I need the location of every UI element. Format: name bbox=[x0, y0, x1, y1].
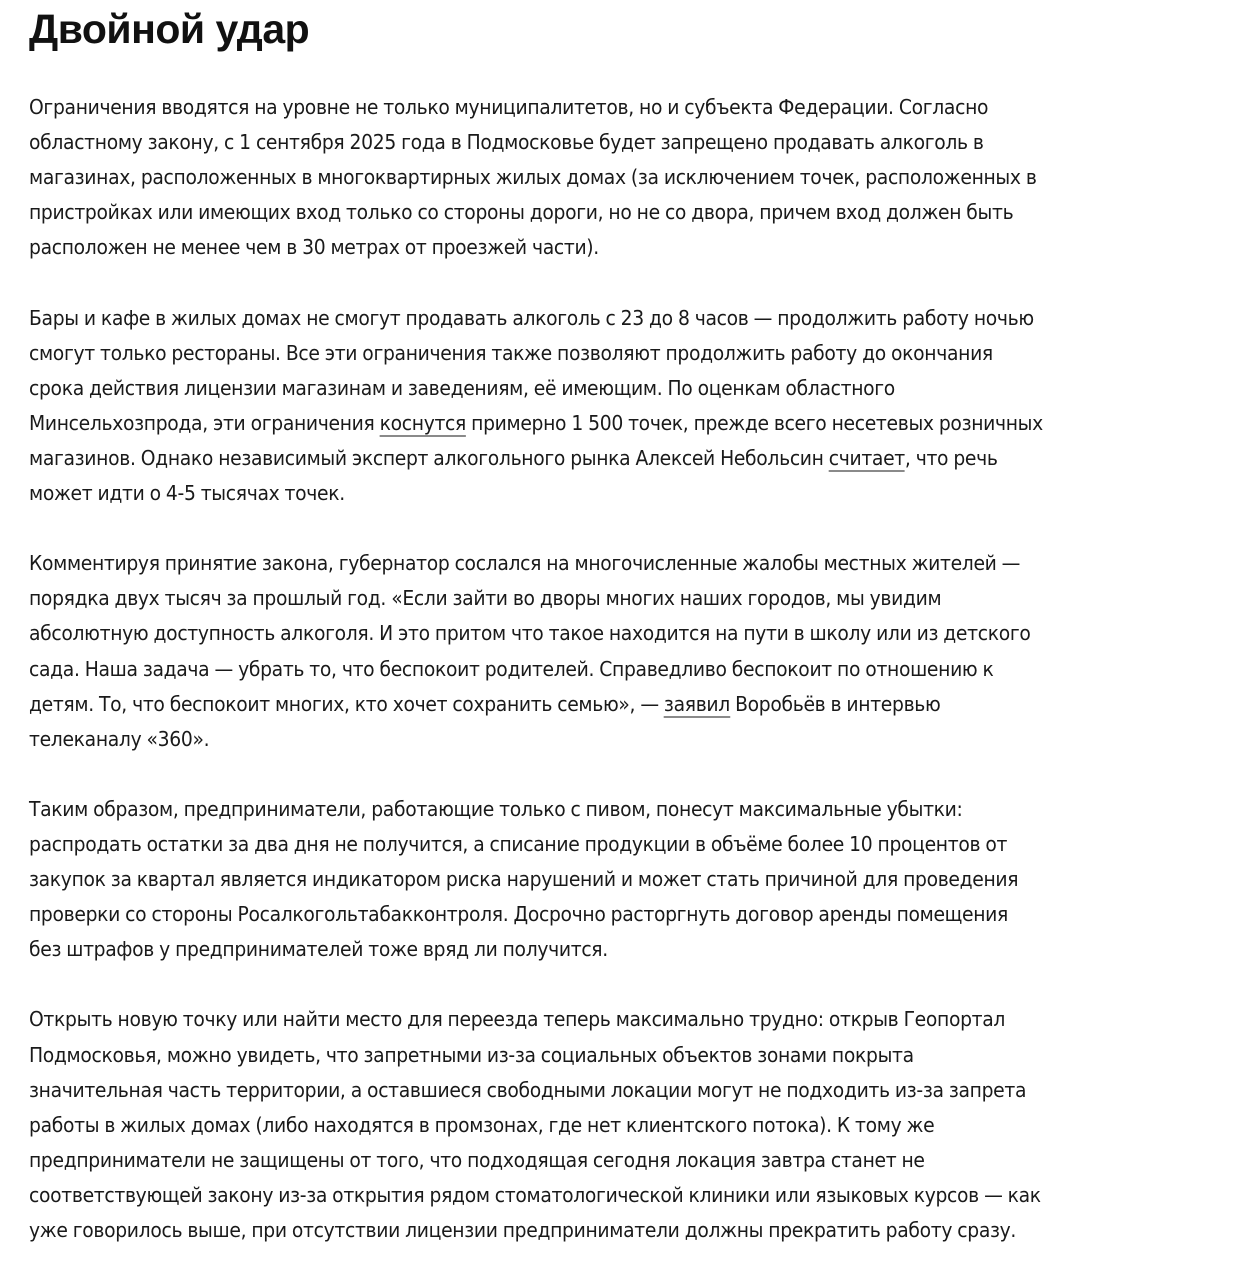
text-line bbox=[29, 687, 1169, 722]
paragraph-spacer bbox=[29, 757, 1245, 792]
paragraph-1 bbox=[29, 90, 1245, 265]
text-line: Подмосковья, можно увидеть, что запретными из-за социальных объектов зонами покрыта bbox=[29, 1042, 914, 1067]
text-line: пристройках или имеющих вход только со стороны дороги, но не со двора, причем вход должен быть bbox=[29, 200, 1014, 225]
text-fragment: , что речь bbox=[904, 445, 998, 470]
link-schitaet[interactable]: считает bbox=[828, 445, 905, 470]
text-line: значительная часть территории, а оставшиеся свободными локации могут не подходить из-за запрета bbox=[29, 1077, 1027, 1102]
text-line: смогут только рестораны. Все эти ограничения также позволяют продолжить работу до окончания bbox=[29, 340, 993, 365]
paragraph-3 bbox=[29, 546, 1245, 757]
text-line: без штрафов у предпринимателей тоже вряд ли получится. bbox=[29, 937, 608, 962]
text-line: распродать остатки за два дня не получится, а списание продукции в объёме более 10 процентов от bbox=[29, 831, 1008, 856]
paragraph-2 bbox=[29, 301, 1245, 512]
text-line bbox=[29, 441, 1169, 476]
text-line: сада. Наша задача — убрать то, что беспокоит родителей. Справедливо беспокоит по отношению к bbox=[29, 656, 994, 681]
text-line: может идти о 4-5 тысячах точек. bbox=[29, 481, 345, 506]
text-line: срока действия лицензии магазинам и заведениям, её имеющим. По оценкам областного bbox=[29, 375, 895, 400]
text-line: телеканалу «360». bbox=[29, 726, 210, 751]
text-line: расположен не менее чем в 30 метрах от проезжей части). bbox=[29, 235, 599, 260]
paragraph-spacer bbox=[29, 511, 1245, 546]
text-line: Открыть новую точку или найти место для переезда теперь максимально трудно: открыв Геопортал bbox=[29, 1007, 1006, 1032]
text-line: Бары и кафе в жилых домах не смогут продавать алкоголь с 23 до 8 часов — продолжить работу ночью bbox=[29, 305, 1034, 330]
text-line: проверки со стороны Росалкогольтабакконтроля. Досрочно расторгнуть договор аренды помещения bbox=[29, 902, 1008, 927]
text-line: Ограничения вводятся на уровне не только муниципалитетов, но и субъекта Федерации. Согласно bbox=[29, 95, 989, 119]
text-line: Комментируя принятие закона, губернатор сослался на многочисленные жалобы местных жителей — bbox=[29, 551, 1021, 576]
text-fragment: магазинов. Однако независимый эксперт алкогольного рынка Алексей Небольсин bbox=[29, 445, 829, 470]
paragraph-4 bbox=[29, 792, 1245, 967]
paragraph-spacer bbox=[29, 967, 1245, 1002]
text-line: соответствующей закону из-за открытия рядом стоматологической клиники или языковых курсов — как bbox=[29, 1182, 1041, 1207]
text-line: уже говорилось выше, при отсутствии лицензии предприниматели должны прекратить работу сразу. bbox=[29, 1218, 1017, 1242]
text-line: предприниматели не защищены от того, что подходящая сегодня локация завтра станет не bbox=[29, 1147, 925, 1172]
text-line: магазинах, расположенных в многоквартирных жилых домах (за исключением точек, расположенных в bbox=[29, 165, 1037, 190]
text-fragment: примерно 1 500 точек, прежде всего несетевых розничных bbox=[465, 410, 1043, 435]
text-line: работы в жилых домах (либо находятся в промзонах, где нет клиентского потока). К тому же bbox=[29, 1112, 935, 1137]
text-line: Таким образом, предприниматели, работающие только с пивом, понесут максимальные убытки: bbox=[29, 796, 963, 821]
text-fragment: Минсельхозпрода, эти ограничения bbox=[29, 410, 380, 435]
link-zayavil[interactable]: заявил bbox=[663, 691, 730, 716]
paragraph-spacer bbox=[29, 265, 1245, 300]
text-line: абсолютную доступность алкоголя. И это притом что такое находится на пути в школу или из детского bbox=[29, 621, 1031, 646]
link-kosnutsya[interactable]: коснутся bbox=[379, 410, 466, 435]
text-line: областному закону, с 1 сентября 2025 года в Подмосковье будет запрещено продавать алкоголь в bbox=[29, 130, 984, 155]
text-fragment: детям. То, что беспокоит многих, кто хочет сохранить семью», — bbox=[29, 691, 664, 716]
text-line: закупок за квартал является индикатором риска нарушений и может стать причиной для проведения bbox=[29, 867, 1019, 892]
text-line: порядка двух тысяч за прошлый год. «Если зайти во дворы многих наших городов, мы увидим bbox=[29, 586, 942, 611]
section-heading: Двойной удар bbox=[29, 6, 310, 52]
text-line bbox=[29, 406, 1169, 441]
text-fragment: Воробьёв в интервью bbox=[729, 691, 941, 716]
paragraph-5 bbox=[29, 1002, 1245, 1248]
